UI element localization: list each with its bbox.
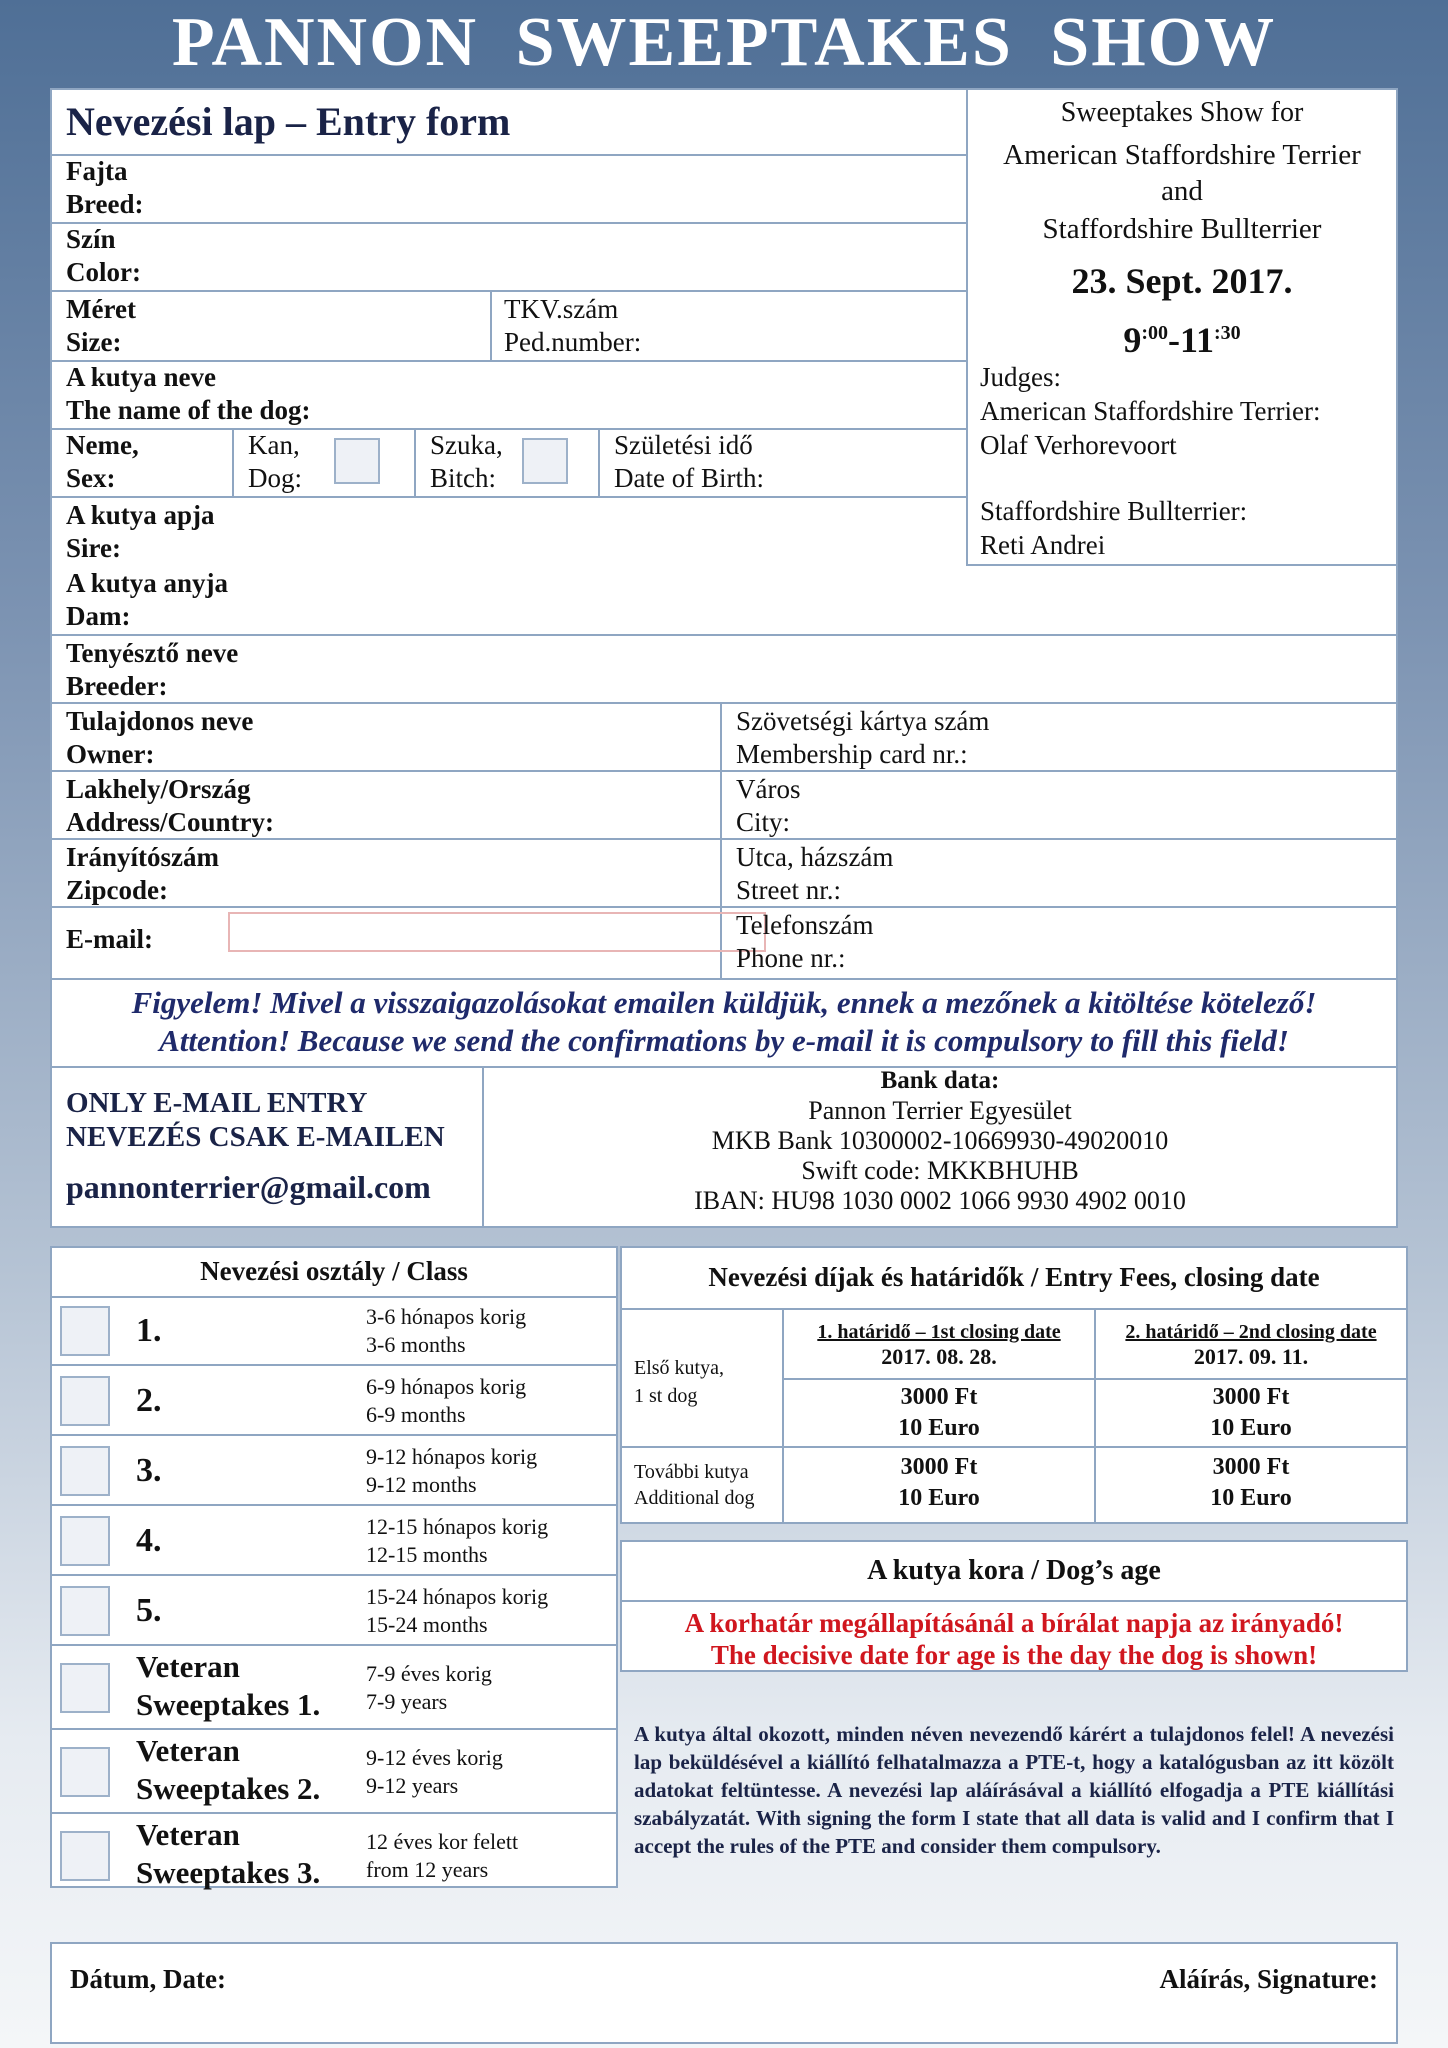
dogname-label-en: The name of the dog: [66, 395, 311, 425]
fees-header [622, 1248, 1406, 1310]
breed-field[interactable] [52, 154, 966, 224]
first-dog-hu: Első kutya, [634, 1357, 724, 1379]
class-row[interactable] [52, 1646, 616, 1730]
class-row[interactable] [52, 1506, 616, 1576]
class-name: 4. [136, 1522, 162, 1559]
fee-first-2-eur: 10 Euro [1210, 1415, 1292, 1441]
fee-add-1-eur: 10 Euro [898, 1485, 980, 1511]
email-label: E-mail: [66, 924, 153, 954]
additional-dog-en: Additional dog [634, 1487, 755, 1509]
fee-first-1-eur: 10 Euro [898, 1415, 980, 1441]
dogname-label-hu: A kutya neve [66, 362, 217, 392]
address-label-en: Address/Country: [66, 807, 275, 837]
closing1-date: 2017. 08. 28. [881, 1344, 997, 1369]
class-desc-en: 9-12 years [366, 1773, 459, 1798]
dog-name-field[interactable] [52, 360, 966, 430]
size-label-hu: Méret [66, 294, 136, 324]
zipcode-field[interactable] [52, 838, 720, 908]
class-row[interactable] [52, 1730, 616, 1814]
class-name-line1: Veteran [136, 1649, 240, 1684]
class-desc-en: from 12 years [366, 1857, 489, 1882]
email-row [52, 906, 720, 976]
sire-field[interactable] [52, 496, 966, 564]
class-checkbox[interactable] [60, 1747, 110, 1797]
class-desc-en: 15-24 months [366, 1612, 488, 1637]
class-row[interactable] [52, 1814, 616, 1898]
dam-field[interactable] [52, 566, 1396, 636]
city-field[interactable] [722, 770, 1396, 840]
class-desc-hu: 15-24 hónapos korig [366, 1584, 549, 1609]
fee-add-1-ft: 3000 Ft [900, 1454, 978, 1480]
fees-title: Nevezési díjak és határidők / Entry Fees, closing date [708, 1262, 1320, 1292]
only-email-hu: NEVEZÉS CSAK E-MAILEN [66, 1121, 445, 1153]
owner-label-en: Owner: [66, 739, 155, 769]
show-subtitle-4: Staffordshire Bullterrier [1042, 213, 1322, 245]
sex-label-hu: Neme, [66, 430, 139, 460]
color-label-hu: Szín [66, 224, 116, 254]
class-checkbox[interactable] [60, 1516, 110, 1566]
sire-label-hu: A kutya apja [66, 500, 215, 530]
age-box [620, 1540, 1408, 1672]
attention-en: Attention! Because we send the confirmations by e-mail it is compulsory to fill this field! [159, 1023, 1289, 1058]
form-heading-row [52, 90, 966, 156]
breed-label-hu: Fajta [66, 156, 128, 186]
phone-field[interactable] [722, 906, 1396, 976]
pedigree-label-en: Ped.number: [504, 327, 642, 357]
color-label-en: Color: [66, 257, 141, 287]
class-desc-hu: 9-12 hónapos korig [366, 1444, 538, 1469]
show-subtitle-2: American Staffordshire Terrier [1003, 139, 1361, 171]
phone-label-en: Phone nr.: [736, 943, 846, 973]
email-input[interactable] [228, 912, 766, 952]
class-desc-en: 12-15 months [366, 1542, 488, 1567]
fee-add-2-eur: 10 Euro [1210, 1485, 1292, 1511]
class-desc-en: 6-9 months [366, 1402, 466, 1427]
class-checkbox[interactable] [60, 1663, 110, 1713]
member-label-en: Membership card nr.: [736, 739, 968, 769]
street-label-en: Street nr.: [736, 875, 841, 905]
city-label-en: City: [736, 807, 791, 837]
show-date: 23. Sept. 2017. [1071, 261, 1293, 301]
dog-label-hu: Kan, [248, 430, 300, 460]
class-name: 2. [136, 1382, 162, 1419]
breeder-label-en: Breeder: [66, 671, 168, 701]
class-name: 5. [136, 1592, 162, 1629]
form-heading: Nevezési lap – Entry form [66, 99, 511, 144]
class-checkbox[interactable] [60, 1306, 110, 1356]
bank-line-1: Pannon Terrier Egyesület [808, 1096, 1072, 1125]
owner-label-hu: Tulajdonos neve [66, 706, 254, 736]
address-field[interactable] [52, 770, 720, 840]
class-row[interactable] [52, 1576, 616, 1646]
class-table-header [52, 1248, 616, 1298]
fee-first-2-ft: 3000 Ft [1212, 1384, 1290, 1410]
judge2-name: Reti Andrei [980, 530, 1106, 560]
date-label[interactable]: Dátum, Date: [70, 1964, 226, 1994]
dam-label-en: Dam: [66, 601, 131, 631]
breed-label-en: Breed: [66, 189, 144, 219]
fees-table [620, 1246, 1408, 1524]
only-email-en: ONLY E-MAIL ENTRY [66, 1087, 368, 1119]
class-row[interactable] [52, 1366, 616, 1436]
class-table-title: Nevezési osztály / Class [200, 1256, 468, 1286]
first-dog-en: 1 st dog [634, 1385, 698, 1407]
attention-hu: Figyelem! Mivel a visszaigazolásokat emailen küldjük, ennek a mezőnek a kitöltése kötelező! [131, 985, 1317, 1020]
address-label-hu: Lakhely/Ország [66, 774, 251, 804]
class-checkbox[interactable] [60, 1376, 110, 1426]
class-desc-hu: 7-9 éves korig [366, 1661, 492, 1686]
class-desc-hu: 6-9 hónapos korig [366, 1374, 527, 1399]
street-field[interactable] [722, 838, 1396, 908]
bitch-label-en: Bitch: [430, 463, 496, 493]
show-subtitle-1: Sweeptakes Show for [1060, 97, 1304, 128]
fee-add-2-ft: 3000 Ft [1212, 1454, 1290, 1480]
entry-form [50, 88, 1398, 1228]
breeder-field[interactable] [52, 634, 1396, 704]
class-checkbox[interactable] [60, 1586, 110, 1636]
bitch-checkbox[interactable] [522, 438, 568, 484]
dog-label-en: Dog: [248, 463, 302, 493]
signature-label[interactable]: Aláírás, Signature: [1159, 1964, 1378, 1994]
class-desc-hu: 3-6 hónapos korig [366, 1304, 527, 1329]
fee-first-1-ft: 3000 Ft [900, 1384, 978, 1410]
bank-title: Bank data: [880, 1067, 1000, 1094]
class-table [50, 1246, 618, 1888]
size-field[interactable] [52, 290, 490, 358]
sex-label-en: Sex: [66, 463, 116, 493]
sex-row [52, 428, 966, 498]
bitch-label-hu: Szuka, [430, 430, 503, 460]
city-label-hu: Város [736, 774, 801, 804]
judges-label: Judges: [980, 362, 1061, 392]
class-name: 3. [136, 1452, 162, 1489]
dob-label-en[interactable]: Date of Birth: [614, 463, 764, 493]
size-label-en: Size: [66, 327, 122, 357]
zip-label-hu: Irányítószám [66, 842, 219, 872]
show-subtitle-3: and [1161, 175, 1203, 207]
show-info-panel [966, 90, 1396, 566]
class-desc-hu: 9-12 éves korig [366, 1745, 503, 1770]
dog-checkbox[interactable] [334, 438, 380, 484]
bank-line-2: MKB Bank 10300002-10669930-49020010 [711, 1126, 1169, 1155]
class-row[interactable] [52, 1436, 616, 1506]
bank-data [484, 1066, 1396, 1226]
class-name-line2: Sweeptakes 1. [136, 1687, 321, 1722]
age-title: A kutya kora / Dog’s age [867, 1555, 1161, 1586]
zip-label-en: Zipcode: [66, 875, 169, 905]
class-name-line1: Veteran [136, 1817, 240, 1852]
class-desc-en: 9-12 months [366, 1472, 477, 1497]
class-desc-en: 3-6 months [366, 1332, 466, 1357]
bank-line-3: Swift code: MKKBHUHB [801, 1156, 1079, 1185]
size-row [52, 290, 966, 362]
judge1-breed: American Staffordshire Terrier: [980, 396, 1321, 426]
closing1-head: 1. határidő – 1st closing date [817, 1321, 1061, 1343]
page-title: PANNON SWEEPTAKES SHOW [171, 4, 1277, 81]
class-name-line2: Sweeptakes 2. [136, 1771, 321, 1806]
judge2-breed: Staffordshire Bullterrier: [980, 496, 1248, 526]
color-field[interactable] [52, 222, 966, 292]
class-desc-hu: 12-15 hónapos korig [366, 1514, 549, 1539]
dob-label-hu: Születési idő [614, 430, 753, 460]
pedigree-label-hu: TKV.szám [504, 294, 619, 324]
legal-text: A kutya által okozott, minden néven nevezendő kárért a tulajdonos felel! A nevezési lap beküldésével a kiállító felhatalmazza a PTE-t, hogy a katalógusban az itt közölt adatokat feltüntesse. A nevezési lap aláírásával a kiállító elfogadja a PTE kiállítási szabályzatát. With signing the form I state that all data is valid and I confirm that I accept the rules of the PTE and consider them compulsory. [634, 1722, 1394, 1858]
additional-dog-hu: További kutya [634, 1461, 749, 1483]
class-name-line2: Sweeptakes 3. [136, 1855, 321, 1890]
pedigree-field[interactable] [492, 290, 966, 358]
class-desc-en: 7-9 years [366, 1689, 448, 1714]
dam-label-hu: A kutya anyja [66, 568, 229, 598]
signature-box [50, 1942, 1398, 2044]
membership-field[interactable] [722, 702, 1396, 772]
class-desc-hu: 12 éves kor felett [366, 1829, 519, 1854]
age-warning-hu: A korhatár megállapításánál a bírálat napja az irányadó! [684, 1608, 1344, 1638]
street-label-hu: Utca, házszám [736, 842, 894, 872]
breeder-label-hu: Tenyésztő neve [66, 638, 239, 668]
closing2-head: 2. határidő – 2nd closing date [1125, 1321, 1377, 1343]
bank-line-4: IBAN: HU98 1030 0002 1066 9930 4902 0010 [694, 1186, 1186, 1215]
class-name-line1: Veteran [136, 1733, 240, 1768]
class-checkbox[interactable] [60, 1446, 110, 1496]
class-row[interactable] [52, 1296, 616, 1366]
sire-label-en: Sire: [66, 533, 121, 563]
email-bank-row [52, 1066, 1396, 1226]
show-time: $9^{:00}-11^{:30}$ [1123, 320, 1241, 360]
class-name: 1. [136, 1312, 162, 1349]
contact-block [52, 702, 1396, 980]
judge1-name: Olaf Verhorevoort [980, 430, 1177, 460]
class-checkbox[interactable] [60, 1831, 110, 1881]
closing2-date: 2017. 09. 11. [1193, 1344, 1309, 1369]
member-label-hu: Szövetségi kártya szám [736, 706, 990, 736]
phone-label-hu: Telefonszám [736, 910, 874, 940]
attention-notice [52, 978, 1396, 1068]
owner-field[interactable] [52, 702, 720, 772]
age-warning-en: The decisive date for age is the day the dog is shown! [710, 1640, 1318, 1670]
contact-email-link[interactable]: pannonterrier@gmail.com [66, 1169, 431, 1205]
